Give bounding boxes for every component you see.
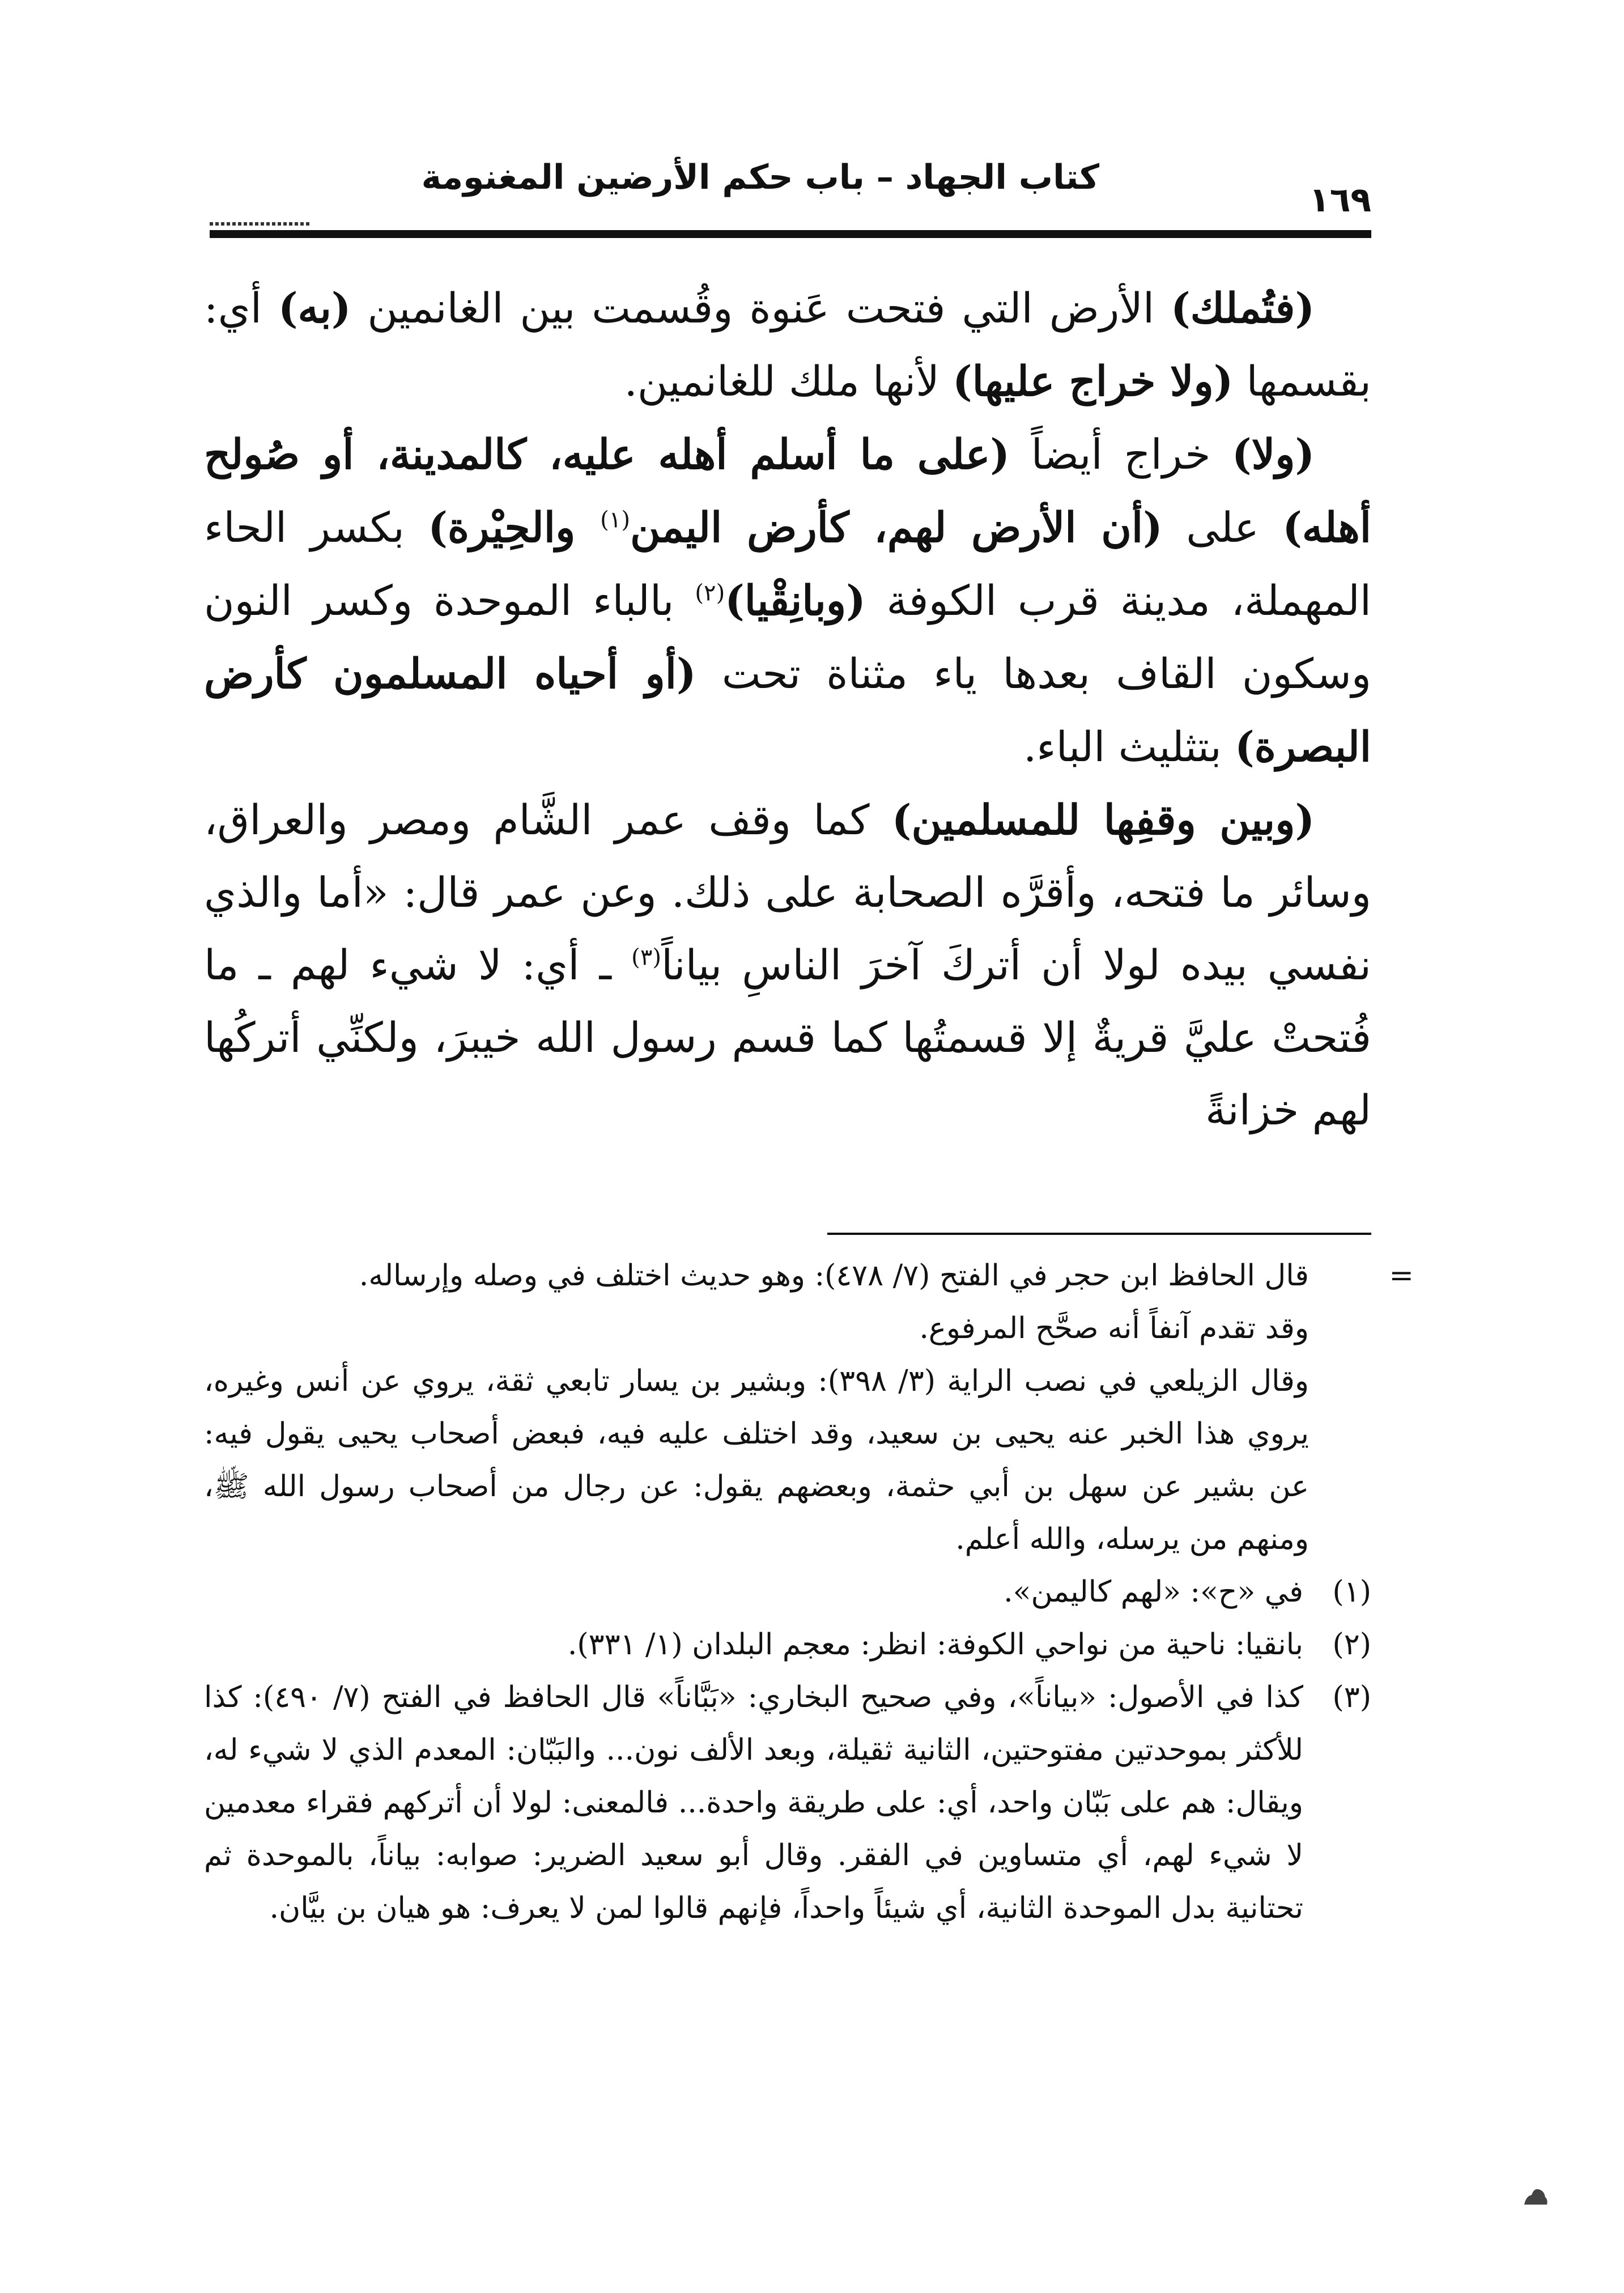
bold-term: (ولا) [1232,430,1315,479]
body-text: ـ أي: لا شيء لهم ـ ما فُتحتْ عليَّ قريةٌ إلا قسمتُها كما قسم رسول الله خيبرَ، ولكنِّي أتركُها لهم خزانةً [204,941,1371,1135]
footnote-separator [827,1233,1371,1235]
body-text: بالباء الموحدة وكسر النون وسكون القاف بعدها ياء مثناة تحت [204,577,1371,698]
bold-term: (ولا خراج عليها) [953,357,1234,406]
header-decoration [210,222,312,226]
footnote-text: بانقيا: ناحية من نواحي الكوفة: انظر: معجم البلدان (١/ ٣٣١). [567,1628,1303,1662]
footnote-number: (٣) [1332,1680,1371,1714]
footnote-line: قال الحافظ ابن حجر في الفتح (٧/ ٤٧٨): وهو حديث اختلف في وصله وإرساله. [359,1259,1309,1293]
page-number: ١٦٩ [1309,180,1371,220]
bold-term: والحِيْرة) [428,503,601,552]
body-text: أي: بقسمها [204,284,1371,406]
paragraph-3 [204,784,1371,1147]
body-text: على [1162,504,1283,552]
footnote-ref[interactable]: (٣) [631,944,662,971]
main-text [204,272,1371,1147]
paragraph-2 [204,418,1371,784]
paragraph-1 [204,272,1371,418]
body-text: كما وقف عمر الشَّام ومصر والعراق، وسائر ما فتحه، وأقرَّه الصحابة على ذلك. وعن عمر قال: «أما والذي نفسي بيده لولا أن أتركَ آخرَ الناسِ بياناً [204,796,1371,990]
bold-term: (فتُملك) [1171,284,1315,333]
bold-term: (أن الأرض لهم، كأرض اليمن [630,503,1163,552]
header-rule [210,230,1371,238]
footnote-paragraph: وقال الزيلعي في نصب الراية (٣/ ٣٩٨): وبشير بن يسار تابعي ثقة، يروي عن أنس وغيره، يروي هذا الخبر عنه يحيى بن سعيد، وقد اختلف عليه فيه، فبعض أصحاب يحيى يقول فيه: عن بشير عن سهل بن أبي حثمة، وبعضهم يقول: عن رجال من أصحاب رسول الله ﷺ، ومنهم من يرسله، والله أعلم. [204,1364,1309,1556]
footnote-text: في «ح»: «لهم كاليمن». [1004,1575,1303,1609]
footnote-ref[interactable]: (٢) [695,580,725,606]
footnote-number: (٢) [1332,1628,1371,1662]
body-text: بتثليث الباء. [1023,723,1235,771]
footnote-number: (١) [1332,1575,1371,1609]
footnote-ref[interactable]: (١) [600,507,630,533]
footnote-2 [204,1619,1371,1671]
continuation-marker: = [1389,1259,1414,1293]
footnote-3 [204,1671,1371,1935]
body-text: بكسر الحاء المهملة، مدينة قرب الكوفة [204,504,1371,625]
bold-term: (على ما أسلم أهله عليه، كالمدينة، أو صُولح أهله) [204,430,1372,552]
body-text: لأنها ملك للغانمين. [624,358,953,406]
bold-term: (وبانِقْيا) [725,576,866,625]
bold-term: (وبين وقفِها للمسلمين) [891,796,1315,844]
bold-term: (به) [278,284,351,333]
corner-ornament-icon [1521,2185,1550,2207]
footnote-1 [204,1566,1371,1619]
footnote-text: كذا في الأصول: «بياناً»، وفي صحيح البخاري: «بَبَّاناً» قال الحافظ في الفتح (٧/ ٤٩٠): كذا للأكثر بموحدتين مفتوحتين، الثانية ثقيلة، وبعد الألف نون... والبَبّان: المعدم الذي لا شيء له، ويقال: هم على بَبّان واحد، أي: على طريقة واحدة... فالمعنى: لولا أن أتركهم فقراء معدمين لا شيء لهم، أي متساوين في الفقر. وقال أبو سعيد الضرير: صوابه: بياناً، بالموحدة ثم تحتانية بدل الموحدة الثانية، أي شيئاً واحداً، فإنهم قالوا لمن لا يعرف: هو هيان بن بيَّان. [204,1680,1303,1925]
page-header [210,158,1371,243]
body-text: خراج أيضاً [1009,431,1232,479]
footnote-continuation [204,1250,1414,1566]
running-title: كتاب الجهاد – باب حكم الأرضين المغنومة [421,158,1099,197]
bold-term: (أو أحياه المسلمون كأرض البصرة) [204,649,1371,771]
body-text: الأرض التي فتحت عَنوة وقُسمت بين الغانمين [351,284,1171,333]
footnotes [204,1250,1414,1935]
footnote-line: وقد تقدم آنفاً أنه صحَّح المرفوع. [919,1311,1309,1345]
